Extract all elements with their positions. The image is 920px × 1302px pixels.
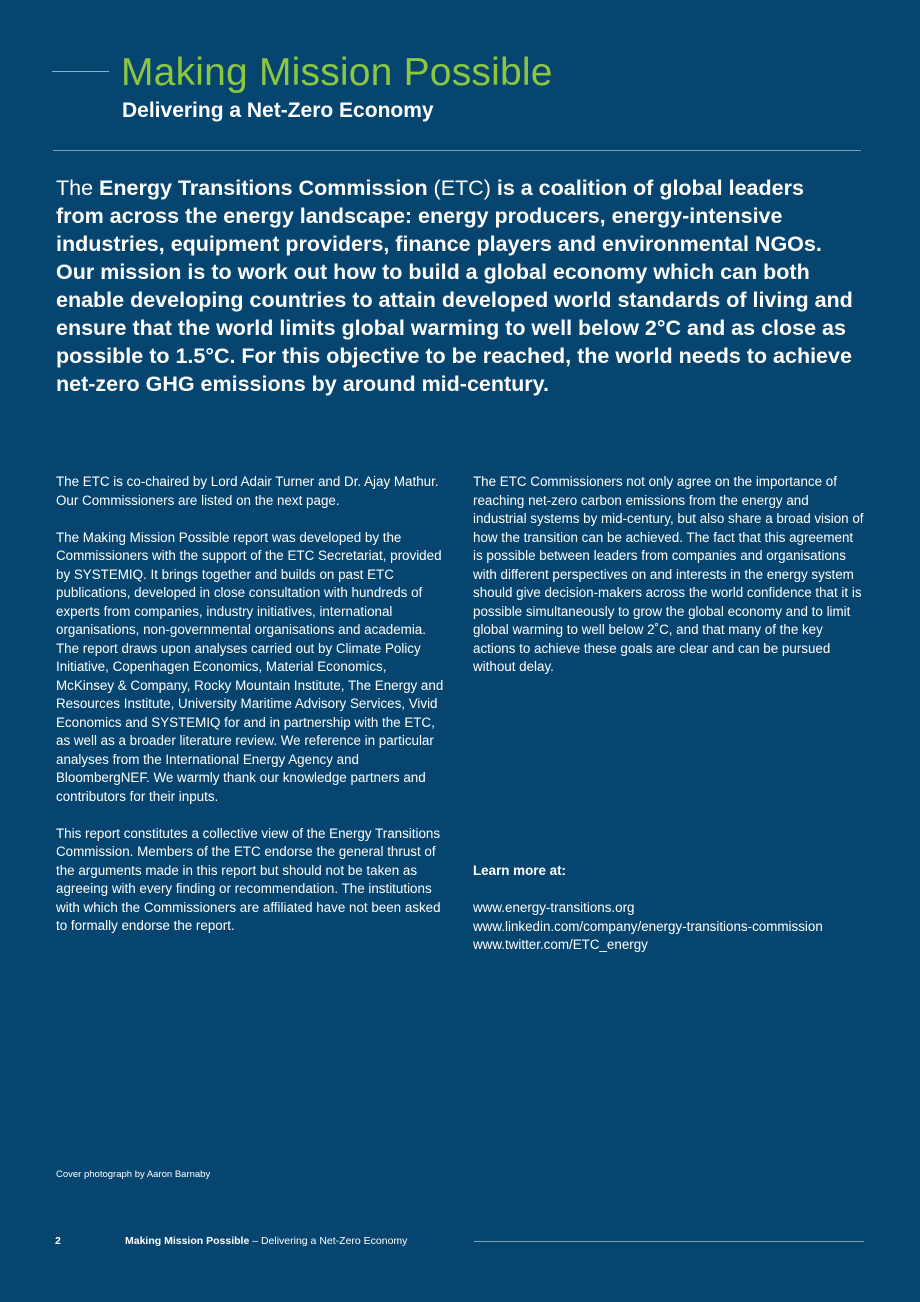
left-paragraph: The ETC is co-chaired by Lord Adair Turner and Dr. Ajay Mathur. Our Commissioners are listed on the next page. [56, 474, 439, 508]
learn-more-heading: Learn more at: [473, 863, 567, 878]
link-twitter[interactable]: www.twitter.com/ETC_energy [473, 937, 648, 952]
footer-title-bold: Making Mission Possible [125, 1235, 250, 1247]
page-title: Making Mission Possible [121, 51, 553, 94]
photo-credit: Cover photograph by Aaron Barnaby [56, 1169, 211, 1180]
left-paragraph: The Making Mission Possible report was developed by the Commissioners with the support of the ETC Secretariat, provided by SYSTEMIQ. It brings together and builds on past ETC publications, developed in close consultation with hundreds of experts from companies, industry initiatives, international organisations, non-governmental organisations and academia. The report draws upon analyses carried out by Climate Policy Initiative, Copenhagen Economics, Material Economics, McKinsey & Company, Rocky Mountain Institute, The Energy and Resources Institute, University Maritime Advisory Services, Vivid Economics and SYSTEMIQ for and in partnership with the ETC, as well as a broader literature review. We reference in particular analyses from the International Energy Agency and BloombergNEF. We warmly thank our knowledge partners and contributors for their inputs. [56, 529, 444, 804]
title-rule [52, 71, 109, 72]
right-paragraph: The ETC Commissioners not only agree on the importance of reaching net-zero carbon emissions from the energy and industrial systems by mid-century, but also share a broad vision of how the transition can be achieved. The fact that this agreement is possible between leaders from companies and organisations with different perspectives on and interests in the energy system should give decision-makers across the world confidence that it is possible simultaneously to grow the global economy and to limit global warming to well below 2˚C, and that many of the key actions to achieve these goals are clear and can be pursued without delay. [473, 474, 864, 674]
link-linkedin[interactable]: www.linkedin.com/company/energy-transitions-commission [473, 918, 823, 934]
intro-org-name: Energy Transitions Commission [99, 176, 428, 200]
footer-rule [474, 1241, 864, 1242]
page-number: 2 [55, 1235, 61, 1247]
left-column [56, 473, 448, 954]
page-subtitle: Delivering a Net-Zero Economy [122, 99, 434, 122]
intro-statement [56, 174, 856, 398]
intro-abbrev: (ETC) [427, 176, 491, 200]
learn-more-section [473, 862, 865, 955]
link-website[interactable]: www.energy-transitions.org [473, 900, 635, 915]
right-column [473, 473, 865, 695]
divider [53, 150, 861, 151]
intro-prefix: The [56, 176, 100, 200]
left-paragraph: This report constitutes a collective view of the Energy Transitions Commission. Members of the ETC endorse the general thrust of the arguments made in this report but should not be taken as agreeing with every finding or recommendation. The institutions with which the Commissioners are affiliated have not been asked to formally endorse the report. [56, 825, 441, 933]
footer-title-rest: – Delivering a Net-Zero Economy [249, 1235, 408, 1247]
footer-title [125, 1235, 407, 1247]
intro-body: is a coalition of global leaders from across the energy landscape: energy producers, energy-intensive industries, equipment providers, finance players and environmental NGOs. Our mission is to work out how to build a global economy which can both enable developing countries to attain developed world standards of living and ensure that the world limits global warming to well below 2°C and as close as possible to 1.5°C. For this objective to be reached, the world needs to achieve net-zero GHG emissions by around mid-century. [56, 176, 853, 396]
